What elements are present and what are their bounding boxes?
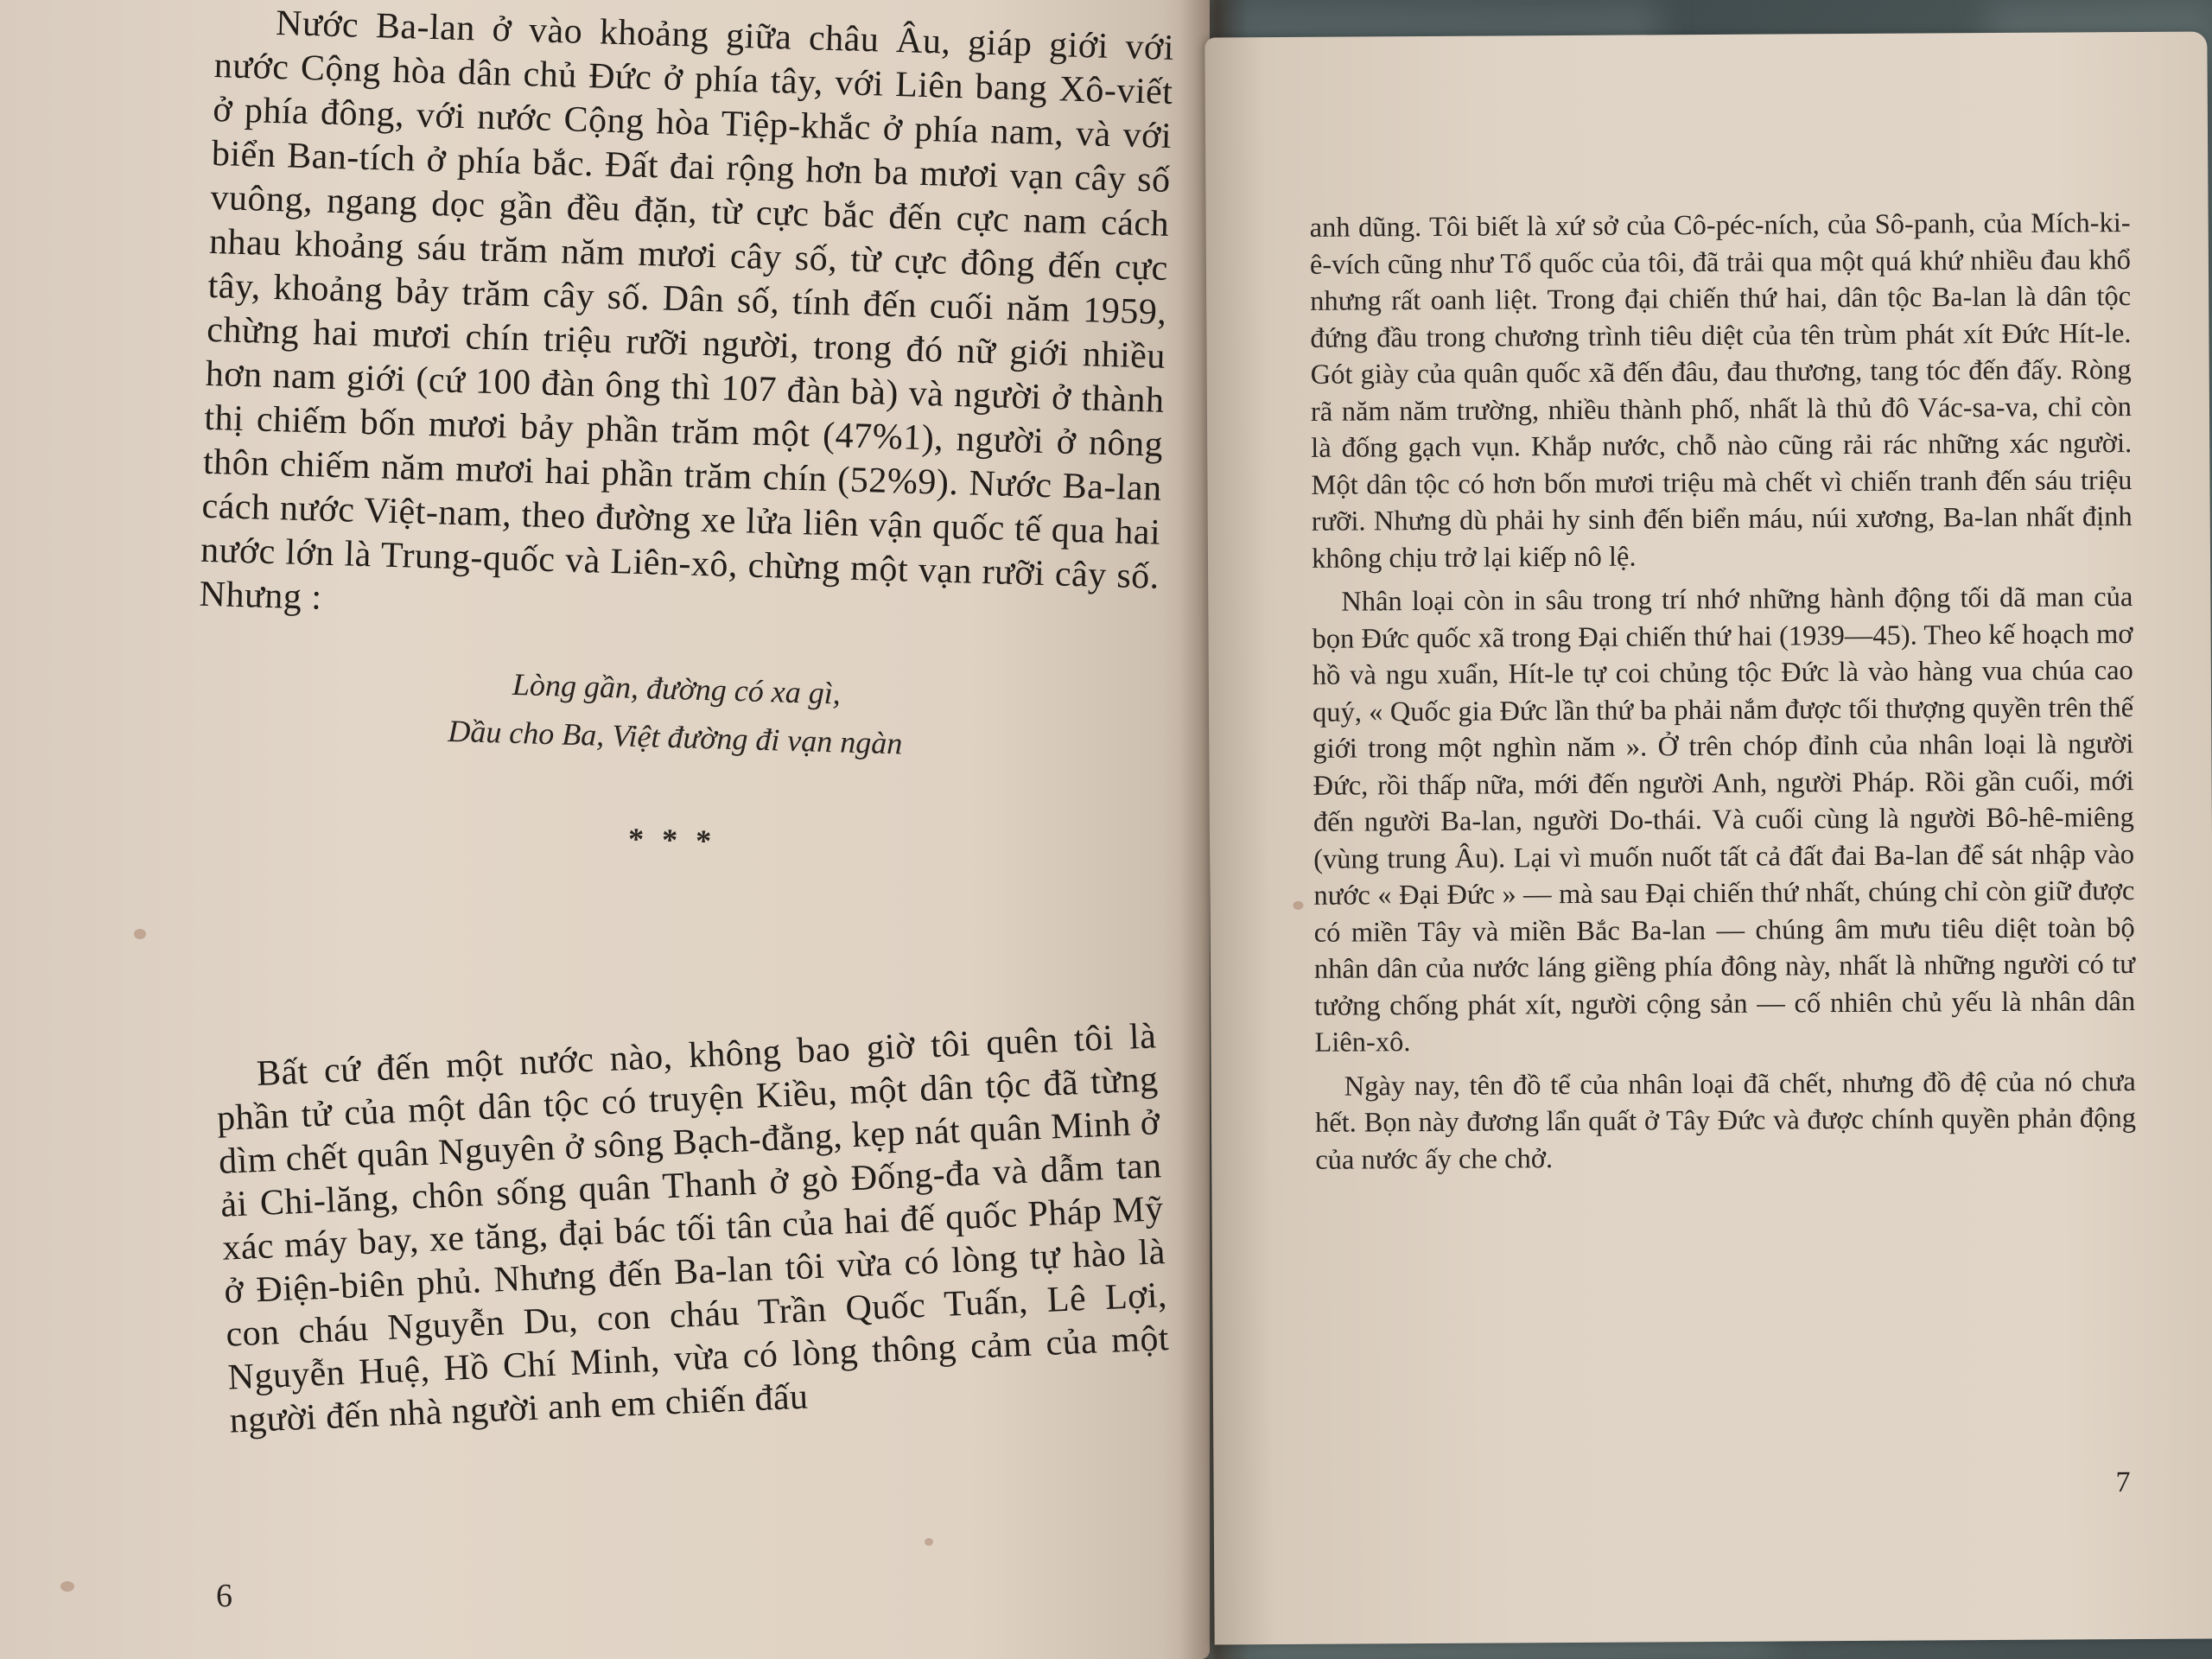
poem-line-1: Lòng gần, đường có xa gì, (512, 666, 842, 711)
left-page-upper-text (193, 0, 1175, 872)
right-paragraph-3: Ngày nay, tên đồ tể của nhân loại đã chết, nhưng đồ đệ của nó chưa hết. Bọn này đương lẩn quất ở Tây Đức và được chính quyền phản động của nước ấy che chở. (1314, 1065, 2137, 1176)
paper-stain (925, 1538, 933, 1546)
left-paragraph-1: Nước Ba-lan ở vào khoảng giữa châu Âu, giáp giới với nước Cộng hòa dân chủ Đức ở phía tây, với Liên bang Xô-viết ở phía đông, với nước Cộng hòa Tiệp-khắc ở phía nam, và với biển Ban-tích ở phía bắc. Đất đai rộng hơn ba mươi vạn cây số vuông, ngang dọc gần đều đặn, từ cực bắc đến cực nam cách nhau khoảng sáu trăm năm mươi cây số, từ cực đông đến cực tây, khoảng bảy trăm cây số. Dân số, tính đến cuối năm 1959, chừng hai mươi chín triệu rưỡi người, trong đó nữ giới nhiều hơn nam giới (cứ 100 đàn ông thì 107 đàn bà) và người ở thành thị chiếm bốn mươi bảy phần trăm một (47%1), người ở nông thôn chiếm năm mươi hai phần trăm chín (52%9). Nước Ba-lan cách nước Việt-nam, theo đường xe lửa liên vận quốc tế qua hai nước lớn là Trung-quốc và Liên-xô, chừng một vạn rưỡi cây số. Nhưng : (199, 3, 1175, 618)
section-separator: * * * (627, 821, 717, 859)
poem-line-2: Dầu cho Ba, Việt đường đi vạn ngàn (447, 713, 903, 761)
paper-stain (134, 929, 146, 939)
right-page-text (1310, 205, 2137, 1185)
right-paragraph-2: Nhân loại còn in sâu trong trí nhớ những hành động tối dã man của bọn Đức quốc xã trong Đại chiến thứ hai (1939—45). Theo kế hoạch mơ hồ và ngu xuẩn, Hít-le tự coi chủng tộc Đức là vào hàng vua chúa cao quý, « Quốc gia Đức lần thứ ba phải nắm được tối thượng quyền trên thế giới trong một nghìn năm ». Ở trên chóp đỉnh của nhân loại là người Đức, rồi thấp nữa, mới đến người Anh, người Pháp. Rồi gần cuối, mới đến người Ba-lan, người Do-thái. Và cuối cùng là người Bô-hê-miêng (vùng trung Âu). Lại vì muốn nuốt tất cả đất đai Ba-lan để sát nhập vào nước « Đại Đức » — mà sau Đại chiến thứ nhất, chúng chỉ còn giữ được có miền Tây và miền Bắc Ba-lan — chúng âm mưu tiêu diệt toàn bộ nhân dân của nước láng giềng phía đông này, nhất là những người có tư tưởng chống phát xít, người cộng sản — cố nhiên chủ yếu là nhân dân Liên-xô. (1312, 582, 2136, 1058)
page-number-right: 7 (2115, 1466, 2131, 1499)
poem (195, 652, 1157, 775)
left-paragraph-2: Bất cứ đến một nước nào, không bao giờ tôi quên tôi là phần tử của một dân tộc có truyện Kiều, một dân tộc đã từng dìm chết quân Nguyên ở sông Bạch-đằng, kẹp nát quân Minh ở ải Chi-lăng, chôn sống quân Thanh ở gò Đống-đa và dẫm tan xác máy bay, xe tăng, đại bác tối tân của hai đế quốc Pháp Mỹ ở Điện-biên phủ. Nhưng đến Ba-lan tôi vừa có lòng tự hào là con cháu Nguyễn Du, con cháu Trần Quốc Tuấn, Lê Lợi, Nguyễn Huệ, Hồ Chí Minh, vừa có lòng thông cảm của một người đến nhà người anh em chiến đấu (216, 1016, 1170, 1441)
left-page-lower-text (214, 1014, 1172, 1442)
right-page (1205, 31, 2212, 1644)
paper-stain (60, 1581, 74, 1592)
right-paragraph-1: anh dũng. Tôi biết là xứ sở của Cô-péc-ních, của Sô-panh, của Mích-ki-ê-vích cũng như Tổ quốc của tôi, đã trải qua một quá khứ nhiều đau khổ nhưng rất oanh liệt. Trong đại chiến thứ hai, dân tộc Ba-lan là dân tộc đứng đầu trong chương trình tiêu diệt của tên trùm phát xít Đức Hít-le. Gót giày của quân quốc xã đến đâu, đau thương, tang tóc đến đấy. Ròng rã năm năm trường, nhiều thành phố, nhất là thủ đô Vác-sa-va, chỉ còn là đống gạch vụn. Khắp nước, chỗ nào cũng rải rác những xác người. Một dân tộc có hơn bốn mươi triệu mà chết vì chiến tranh đến sáu triệu rưỡi. Nhưng dù phải hy sinh đến biển máu, núi xương, Ba-lan nhất định không chịu trở lại kiếp nô lệ. (1309, 207, 2133, 575)
paper-stain (1293, 901, 1303, 910)
page-number-left: 6 (216, 1578, 232, 1614)
